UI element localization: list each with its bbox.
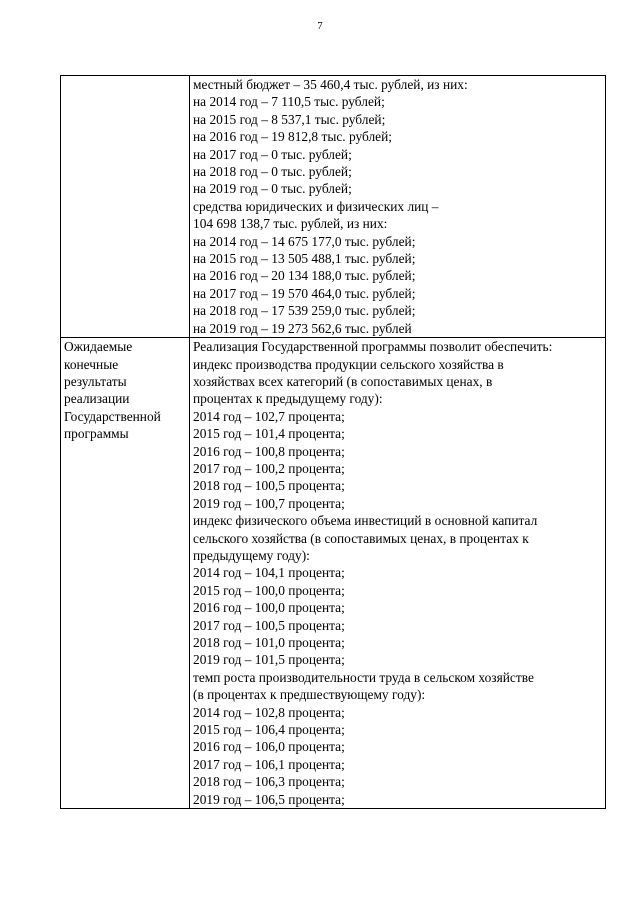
- content-line: средства юридических и физических лиц –: [193, 198, 439, 214]
- content-line: на 2019 год – 0 тыс. рублей;: [193, 181, 352, 197]
- label-line: результаты: [64, 373, 127, 389]
- page-number: 7: [317, 20, 323, 32]
- content-line: местный бюджет – 35 460,4 тыс. рублей, из них:: [193, 77, 468, 92]
- content-line: 2019 год – 106,5 процента;: [193, 791, 345, 807]
- content-line: 2019 год – 100,7 процента;: [193, 495, 345, 511]
- label-line: Государственной: [64, 408, 161, 424]
- content-line: 2014 год – 104,1 процента;: [193, 565, 345, 581]
- program-passport-table: [60, 75, 606, 809]
- content-line: на 2014 год – 14 675 177,0 тыс. рублей;: [193, 233, 416, 249]
- content-line: Реализация Государственной программы позволит обеспечить:: [193, 339, 553, 355]
- content-line: темп роста производительности труда в сельском хозяйстве: [193, 669, 534, 685]
- content-line: 2016 год – 100,0 процента;: [193, 600, 345, 616]
- content-line: 2016 год – 100,8 процента;: [193, 443, 345, 459]
- row-label-cell: [61, 76, 190, 338]
- content-line: на 2016 год – 19 812,8 тыс. рублей;: [193, 129, 392, 145]
- content-line: индекс производства продукции сельского хозяйства в: [193, 356, 504, 372]
- content-line: 2015 год – 106,4 процента;: [193, 722, 345, 738]
- content-line: (в процентах к предшествующему году):: [193, 687, 426, 703]
- content-line: хозяйствах всех категорий (в сопоставимых ценах, в: [193, 373, 493, 389]
- content-line: 2015 год – 100,0 процента;: [193, 582, 345, 598]
- content-line: 2019 год – 101,5 процента;: [193, 652, 345, 668]
- content-line: 2014 год – 102,7 процента;: [193, 408, 345, 424]
- content-line: 2015 год – 101,4 процента;: [193, 426, 345, 442]
- content-line: на 2017 год – 0 тыс. рублей;: [193, 146, 352, 162]
- content-line: предыдущему году):: [193, 547, 310, 563]
- content-line: 2017 год – 106,1 процента;: [193, 756, 345, 772]
- label-line: реализации: [64, 391, 130, 407]
- content-line: 2017 год – 100,5 процента;: [193, 617, 345, 633]
- content-line: на 2014 год – 7 110,5 тыс. рублей;: [193, 94, 385, 110]
- content-line: на 2018 год – 17 539 259,0 тыс. рублей;: [193, 303, 416, 319]
- table-row: [61, 338, 606, 809]
- content-line: 2018 год – 100,5 процента;: [193, 478, 345, 494]
- content-line: 104 698 138,7 тыс. рублей, из них:: [193, 216, 388, 232]
- content-line: 2018 год – 101,0 процента;: [193, 635, 345, 650]
- content-line: на 2015 год – 8 537,1 тыс. рублей;: [193, 111, 386, 127]
- row-label-cell: [61, 338, 190, 809]
- label-line: программы: [64, 426, 129, 442]
- content-line: на 2019 год – 19 273 562,6 тыс. рублей: [193, 320, 412, 336]
- table-row: [61, 76, 606, 338]
- row-content-cell: [190, 338, 606, 809]
- content-line: 2016 год – 106,0 процента;: [193, 739, 345, 755]
- content-line: 2014 год – 102,8 процента;: [193, 704, 345, 720]
- label-line: конечные: [64, 356, 119, 372]
- content-line: на 2015 год – 13 505 488,1 тыс. рублей;: [193, 251, 416, 267]
- content-line: процентах к предыдущему году):: [193, 391, 383, 407]
- content-line: сельского хозяйства (в сопоставимых ценах, в процентах к: [193, 530, 529, 546]
- content-line: на 2018 год – 0 тыс. рублей;: [193, 164, 352, 180]
- row-content-cell: [190, 76, 606, 338]
- label-line: Ожидаемые: [64, 339, 133, 355]
- content-line: на 2016 год – 20 134 188,0 тыс. рублей;: [193, 268, 416, 284]
- content-line: 2018 год – 106,3 процента;: [193, 774, 345, 790]
- content-line: на 2017 год – 19 570 464,0 тыс. рублей;: [193, 285, 416, 301]
- content-line: 2017 год – 100,2 процента;: [193, 460, 345, 476]
- content-line: индекс физического объема инвестиций в основной капитал: [193, 513, 538, 529]
